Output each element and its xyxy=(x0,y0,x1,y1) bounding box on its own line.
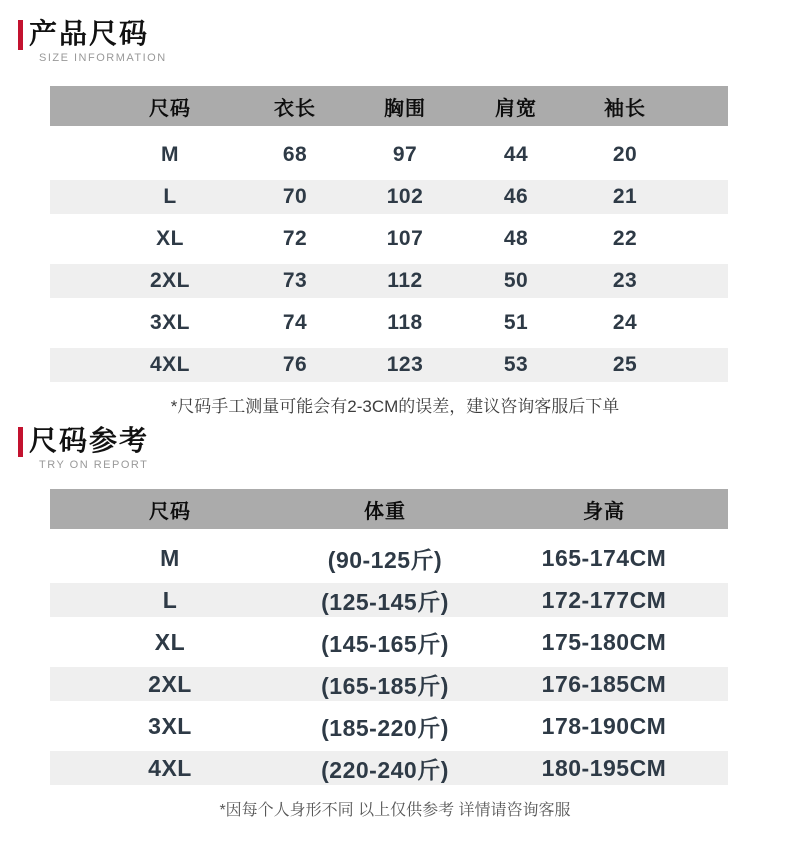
section1-subtitle: SIZE INFORMATION xyxy=(39,52,167,64)
cell-weight: (220-240斤) xyxy=(321,756,449,783)
accent-bar xyxy=(18,20,23,50)
size-information-section xyxy=(0,0,790,419)
table-row xyxy=(50,176,728,218)
cell-weight: (125-145斤) xyxy=(321,588,449,615)
cell-size: L xyxy=(163,185,177,208)
cell-size: 4XL xyxy=(149,353,190,376)
cell-length: 72 xyxy=(282,227,308,250)
cell-length: 73 xyxy=(282,269,308,292)
cell-shoulder: 44 xyxy=(503,143,529,166)
cell-length: 70 xyxy=(282,185,308,208)
header-cell: 衣长 xyxy=(274,97,316,120)
table-row xyxy=(50,344,728,386)
cell-size: 3XL xyxy=(148,712,192,739)
cell-size: 3XL xyxy=(149,311,190,334)
section2-header xyxy=(18,425,790,471)
reference-note: *因每个人身形不同 以上仅供参考 详情请咨询客服 xyxy=(219,802,571,819)
cell-size: M xyxy=(160,544,180,571)
cell-sleeve: 20 xyxy=(612,143,638,166)
header-cell: 胸围 xyxy=(384,97,426,120)
measurement-note: *尺码手工测量可能会有2-3CM的误差，建议咨询客服后下单 xyxy=(170,397,620,416)
accent-bar xyxy=(18,427,23,457)
try-on-report-section xyxy=(0,425,790,823)
cell-height: 165-174CM xyxy=(541,544,667,571)
cell-size: 2XL xyxy=(149,269,190,292)
table-row xyxy=(50,747,728,789)
cell-weight: (165-185斤) xyxy=(321,672,449,699)
section2-subtitle: TRY ON REPORT xyxy=(39,459,149,471)
cell-shoulder: 46 xyxy=(503,185,529,208)
reference-table xyxy=(50,489,728,789)
section1-title: 产品尺码 xyxy=(29,18,150,49)
header-cell: 尺码 xyxy=(149,500,191,523)
table-row xyxy=(50,302,728,344)
cell-bust: 97 xyxy=(392,143,418,166)
table-header-row xyxy=(50,489,728,529)
table-row xyxy=(50,260,728,302)
table-row xyxy=(50,663,728,705)
cell-size: XL xyxy=(154,628,186,655)
table-row xyxy=(50,537,728,579)
cell-size: 2XL xyxy=(148,670,192,697)
cell-height: 175-180CM xyxy=(541,628,667,655)
section2-title: 尺码参考 xyxy=(29,425,150,456)
header-cell: 袖长 xyxy=(604,97,646,120)
table-header-row xyxy=(50,86,728,126)
cell-sleeve: 21 xyxy=(612,185,638,208)
cell-size: XL xyxy=(156,227,184,250)
cell-bust: 118 xyxy=(387,311,423,334)
cell-bust: 123 xyxy=(386,353,424,376)
table-row xyxy=(50,621,728,663)
cell-bust: 112 xyxy=(387,269,423,292)
cell-weight: (145-165斤) xyxy=(321,630,449,657)
cell-height: 172-177CM xyxy=(541,586,667,613)
table-row xyxy=(50,705,728,747)
cell-sleeve: 24 xyxy=(612,311,638,334)
cell-height: 178-190CM xyxy=(541,712,667,739)
cell-bust: 107 xyxy=(386,227,424,250)
cell-size: L xyxy=(162,586,178,613)
cell-height: 176-185CM xyxy=(541,670,667,697)
cell-length: 74 xyxy=(282,311,308,334)
section1-header xyxy=(18,0,790,64)
header-cell: 肩宽 xyxy=(495,97,537,120)
cell-length: 76 xyxy=(282,353,308,376)
cell-length: 68 xyxy=(282,143,308,166)
cell-weight: (185-220斤) xyxy=(321,714,449,741)
cell-shoulder: 50 xyxy=(503,269,529,292)
cell-height: 180-195CM xyxy=(541,754,667,781)
header-cell: 体重 xyxy=(364,500,406,523)
cell-size: 4XL xyxy=(148,754,192,781)
cell-shoulder: 53 xyxy=(503,353,529,376)
cell-sleeve: 23 xyxy=(612,269,638,292)
cell-weight: (90-125斤) xyxy=(327,546,443,573)
cell-bust: 102 xyxy=(386,185,424,208)
header-cell: 尺码 xyxy=(149,97,191,120)
cell-shoulder: 51 xyxy=(503,311,529,334)
cell-sleeve: 22 xyxy=(612,227,638,250)
table-row xyxy=(50,579,728,621)
size-table xyxy=(50,86,728,386)
cell-size: M xyxy=(161,143,179,166)
header-cell: 身高 xyxy=(583,500,625,523)
cell-shoulder: 48 xyxy=(503,227,529,250)
cell-sleeve: 25 xyxy=(612,353,638,376)
table-row xyxy=(50,218,728,260)
table-row xyxy=(50,134,728,176)
